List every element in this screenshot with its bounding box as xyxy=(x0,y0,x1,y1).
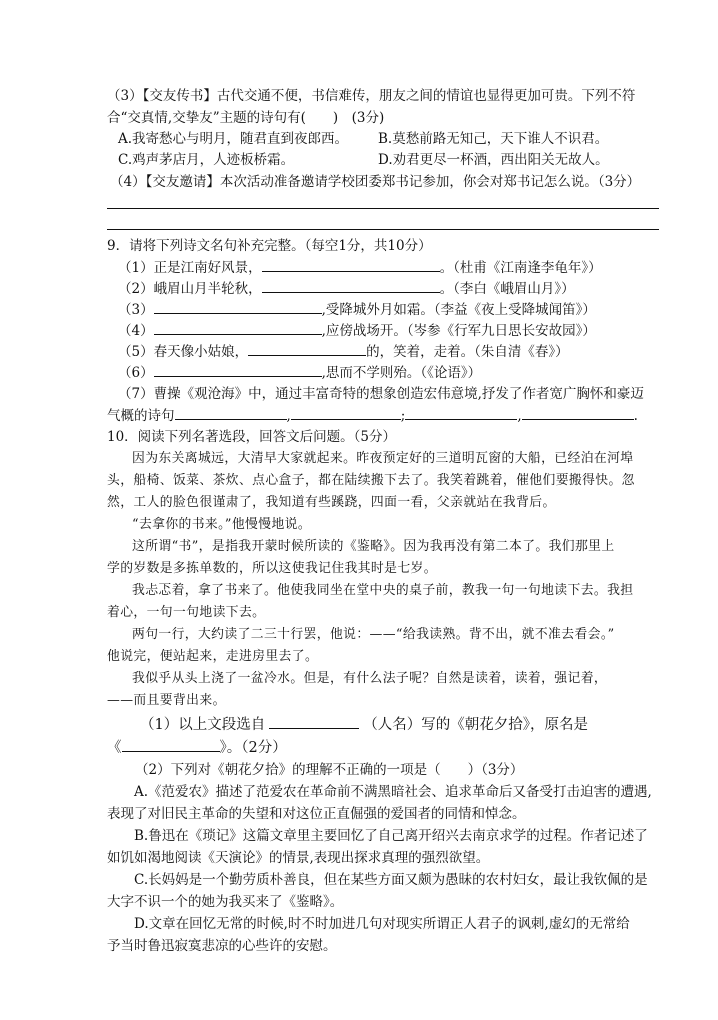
passage-line: 这所谓“书”，是指我开蒙时候所读的《鉴略》。因为我再没有第二本了。我们那里上 xyxy=(132,539,615,554)
blank[interactable] xyxy=(262,278,440,293)
q8-4-line1: （4）【交友邀请】本次活动准备邀请学校团委郑书记参加，你会对郑书记怎么说。（3分） xyxy=(110,174,641,190)
answer-rule-2 xyxy=(107,229,659,230)
q9-item-7-line1: （7）曹操《观沧海》中，通过丰富奇特的想象创造宏伟意境,抒发了作者宽广胸怀和豪迈 xyxy=(118,386,644,402)
passage-line: 他说完，便站起来，走进房里去了。 xyxy=(107,649,319,664)
q10-option-d-line2: 予当时鲁迅寂寞悲凉的心些许的安慰。 xyxy=(107,938,337,954)
q9-title: 9．请将下列诗文名句补充完整。（每空1分，共10分） xyxy=(107,238,432,254)
passage-line: 头，船椅、饭菜、茶炊、点心盒子，都在陆续搬下去了。我笑着跳着，催他们要搬得快。忽 xyxy=(107,473,635,488)
q10-option-c-line2: 大字不识一个的她为我买来了《鉴略》。 xyxy=(107,894,344,910)
q9-item-4: （4） ,应傍战场开。（岑参《行军九日思长安故园》） xyxy=(118,320,596,341)
q10-option-c-line1: C.长妈妈是一个勤劳质朴善良，但在某些方面又颇为愚昧的农村妇女，最让我钦佩的是 xyxy=(134,872,648,888)
passage-line: 因为东关离城远，大清早大家就起来。昨夜预定好的三道明瓦窗的大船，已经泊在河埠 xyxy=(132,451,634,466)
passage-line: 学的岁数是多拣单数的，所以这使我记住我其时是七岁。 xyxy=(107,561,437,576)
blank[interactable] xyxy=(262,257,440,272)
q10-option-a-line2: 表现了对旧民主革命的失望和对这位正直倔强的爱国者的同情和悼念。 xyxy=(107,806,526,822)
blank[interactable] xyxy=(522,405,634,420)
q10-option-b-line2: 如饥如渴地阅读《天演论》的情景,表现出探求真理的强烈欲望。 xyxy=(107,850,490,866)
blank[interactable] xyxy=(154,299,322,314)
blank[interactable] xyxy=(154,362,322,377)
q10-option-a-line1: A.《范爱农》描述了范爱农在革命前不满黑暗社会、追求革命后又备受打击迫害的遭遇, xyxy=(134,784,652,800)
q10-option-b-line1: B.鲁迅在《琐记》这篇文章里主要回忆了自己离开绍兴去南京求学的过程。作者记述了 xyxy=(134,828,648,844)
blank[interactable] xyxy=(405,405,517,420)
q8-3-option-c: C.鸡声茅店月，人迹板桥霜。 xyxy=(118,152,295,168)
passage-line: 两句一行，大约读了二三十行罢，他说：——“给我读熟。背不出，就不准去看会。” xyxy=(132,627,615,642)
q8-3-option-d: D.劝君更尽一杯酒，西出阳关无故人。 xyxy=(378,152,609,168)
q10-sub2: （2）下列对《朝花夕拾》的理解不正确的一项是（ ）（3分） xyxy=(135,762,524,778)
blank[interactable] xyxy=(122,737,220,752)
passage-line: 我忐忑着，拿了书来了。他使我同坐在堂中央的桌子前，教我一句一句地读下去。我担 xyxy=(132,583,634,598)
passage-line: 然，工人的脸色很谨肃了，我知道有些蹊跷，四面一看，父亲就站在我背后。 xyxy=(107,495,556,510)
q8-3-line1: （3）【交友传书】古代交通不便，书信难传，朋友之间的情谊也显得更加可贵。下列不符 xyxy=(107,88,636,104)
passage-line: 着心，一句一句地读下去。 xyxy=(107,605,266,620)
q10-sub1-line2: 《 》。（2分） xyxy=(107,737,287,758)
blank[interactable] xyxy=(248,341,366,356)
q10-title: 10．阅读下列名著选段，回答文后问题。（5分） xyxy=(107,429,397,445)
blank[interactable] xyxy=(175,405,287,420)
passage-line: “去拿你的书来。”他慢慢地说。 xyxy=(132,517,312,532)
q9-item-5: （5）春天像小姑娘， 的，笑着，走着。（朱自清《春》） xyxy=(118,341,569,362)
q9-item-6: （6） ,思而不学则殆。（《论语》） xyxy=(118,362,481,383)
q8-3-option-a: A.我寄愁心与明月，随君直到夜郎西。 xyxy=(118,131,349,147)
q9-item-1: （1）正是江南好风景， 。（杜甫《江南逢李龟年》） xyxy=(118,257,602,278)
q10-sub1-line1: （1）以上文段选自 （人名）写的《朝花夕拾》，原名是 xyxy=(140,714,588,735)
passage-line: ——而且要背出来。 xyxy=(107,693,226,708)
passage-line: 我似乎从头上浇了一盆冷水。但是，有什么法子呢？自然是读着，读着，强记着， xyxy=(132,671,608,686)
q9-item-2: （2）峨眉山月半轮秋， 。（李白《峨眉山月》） xyxy=(118,278,575,299)
q10-option-d-line1: D.文章在回忆无常的时候,时不时加进几句对现实所谓正人君子的讽刺,虚幻的无常给 xyxy=(134,916,630,932)
answer-rule-1 xyxy=(107,208,659,209)
q8-3-line2: 合“交真情,交挚友”主题的诗句有( ) (3分) xyxy=(107,110,385,126)
blank[interactable] xyxy=(291,405,401,420)
q9-item-3: （3） ,受降城外月如霜。（李益《夜上受降城闻笛》） xyxy=(118,299,596,320)
blank[interactable] xyxy=(154,320,322,335)
blank[interactable] xyxy=(269,714,359,729)
q9-item-7-line2: 气概的诗句 , ; , . xyxy=(107,405,638,426)
q8-3-option-b: B.莫愁前路无知己，天下谁人不识君。 xyxy=(378,131,609,147)
